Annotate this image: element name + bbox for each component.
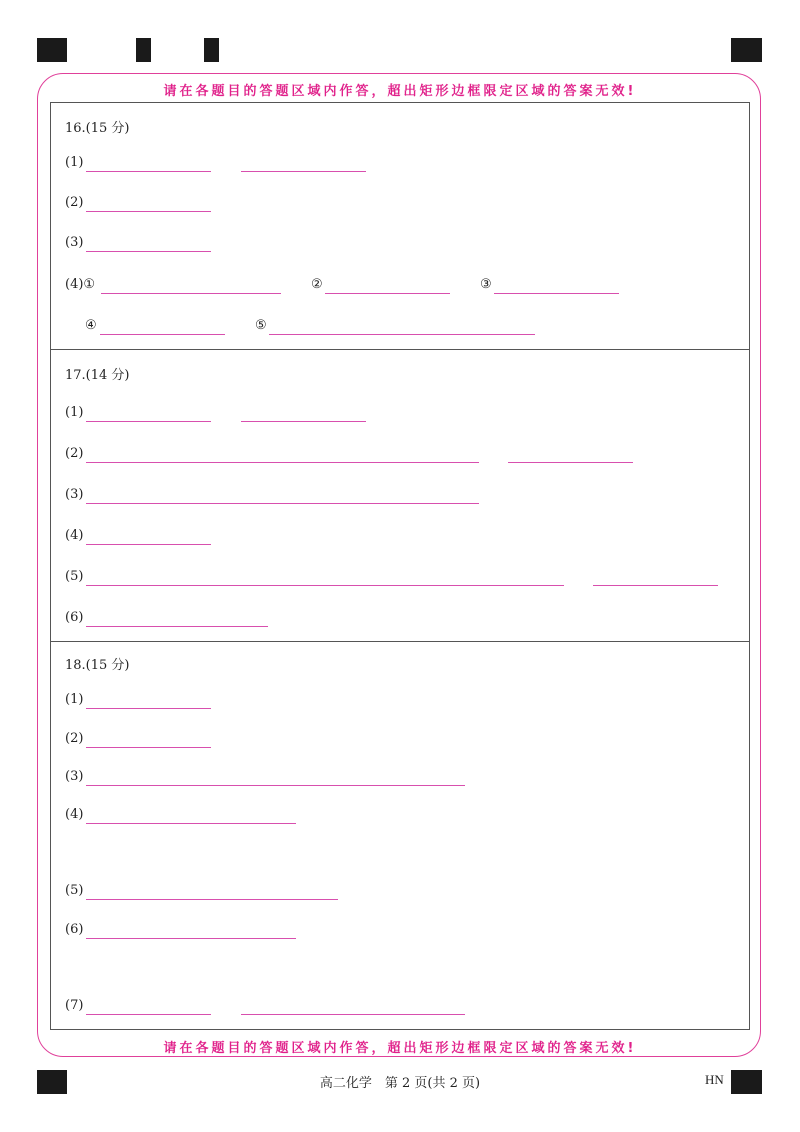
q17-part-4-label: (4)	[65, 528, 84, 543]
q18-part-7-answer-line-b[interactable]	[241, 1014, 465, 1015]
q16-part-2-answer-line[interactable]	[86, 211, 211, 212]
q16-part-3-answer-line[interactable]	[86, 251, 211, 252]
q16-part-4-2-answer-line[interactable]	[325, 293, 450, 294]
q16-part-4-4-label: ④	[85, 318, 97, 333]
q17-part-2	[65, 446, 745, 466]
q18-part-1-label: (1)	[65, 692, 84, 707]
q17-part-1-answer-line-a[interactable]	[86, 421, 211, 422]
q18-part-1-answer-line[interactable]	[86, 708, 211, 709]
q17-part-5	[65, 569, 745, 589]
q16-part-1-answer-line-a[interactable]	[86, 171, 211, 172]
q16-part-3-label: (3)	[65, 235, 84, 250]
q17-part-4-answer-line[interactable]	[86, 544, 211, 545]
q17-part-1	[65, 405, 745, 425]
q18-part-5-label: (5)	[65, 883, 84, 898]
q18-part-5	[65, 883, 745, 903]
q18-part-6-label: (6)	[65, 922, 84, 937]
q17-part-3	[65, 487, 745, 507]
q17-part-5-answer-line-b[interactable]	[593, 585, 718, 586]
q18-part-6-answer-line[interactable]	[86, 938, 296, 939]
registration-mark-top-mid2	[204, 38, 219, 62]
q18-part-2-label: (2)	[65, 731, 84, 746]
q18-part-3-label: (3)	[65, 769, 84, 784]
q17-part-1-answer-line-b[interactable]	[241, 421, 366, 422]
q18-part-2	[65, 731, 745, 751]
q18-part-6	[65, 922, 745, 942]
page-footer-code: HN	[705, 1072, 724, 1087]
q16-part-1-label: (1)	[65, 155, 84, 170]
q17-part-5-answer-line-a[interactable]	[86, 585, 564, 586]
q16-part-3	[65, 235, 745, 255]
question-17-box	[50, 349, 750, 642]
q16-part-2	[65, 195, 745, 215]
q17-part-2-answer-line-a[interactable]	[86, 462, 479, 463]
q16-part-4	[65, 277, 745, 297]
q16-part-4-2-label: ②	[311, 277, 323, 292]
bottom-warning-banner: 请在各题目的答题区域内作答，超出矩形边框限定区域的答案无效!	[163, 1041, 637, 1056]
q16-part-4-3-answer-line[interactable]	[494, 293, 619, 294]
q17-part-6-label: (6)	[65, 610, 84, 625]
q18-part-1	[65, 692, 745, 712]
q18-part-4	[65, 807, 745, 827]
registration-mark-top-left	[37, 38, 67, 62]
q18-part-2-answer-line[interactable]	[86, 747, 211, 748]
registration-mark-top-mid1	[136, 38, 151, 62]
q16-part-4-1-label: (4)①	[65, 277, 96, 292]
q18-part-3	[65, 769, 745, 789]
question-17-title: 17.(14 分)	[65, 368, 130, 383]
q18-part-4-label: (4)	[65, 807, 84, 822]
top-warning-banner: 请在各题目的答题区域内作答，超出矩形边框限定区域的答案无效!	[163, 84, 637, 99]
q16-part-4-4-answer-line[interactable]	[100, 334, 225, 335]
q18-part-5-answer-line[interactable]	[86, 899, 338, 900]
q18-part-7	[65, 998, 745, 1018]
question-18-title: 18.(15 分)	[65, 658, 130, 673]
question-16-title: 16.(15 分)	[65, 121, 130, 136]
q16-part-4-5-label: ⑤	[255, 318, 267, 333]
registration-mark-top-right	[731, 38, 762, 62]
q18-part-4-answer-line[interactable]	[86, 823, 296, 824]
q18-part-7-label: (7)	[65, 998, 84, 1013]
q16-part-4-cont	[65, 318, 745, 338]
q16-part-1	[65, 155, 745, 175]
q17-part-5-label: (5)	[65, 569, 84, 584]
q16-part-1-answer-line-b[interactable]	[241, 171, 366, 172]
q16-part-4-5-answer-line[interactable]	[269, 334, 535, 335]
q17-part-4	[65, 528, 745, 548]
q16-part-2-label: (2)	[65, 195, 84, 210]
q17-part-2-label: (2)	[65, 446, 84, 461]
question-16-box	[50, 102, 750, 350]
page-footer-label: 高二化学 第 2 页(共 2 页)	[319, 1076, 481, 1091]
q17-part-2-answer-line-b[interactable]	[508, 462, 633, 463]
q17-part-3-answer-line[interactable]	[86, 503, 479, 504]
q16-part-4-1-answer-line[interactable]	[101, 293, 281, 294]
q16-part-4-3-label: ③	[480, 277, 492, 292]
q18-part-3-answer-line[interactable]	[86, 785, 465, 786]
q17-part-6-answer-line[interactable]	[86, 626, 268, 627]
q18-part-7-answer-line-a[interactable]	[86, 1014, 211, 1015]
question-18-box	[50, 641, 750, 1030]
q17-part-6	[65, 610, 745, 630]
q17-part-3-label: (3)	[65, 487, 84, 502]
q17-part-1-label: (1)	[65, 405, 84, 420]
